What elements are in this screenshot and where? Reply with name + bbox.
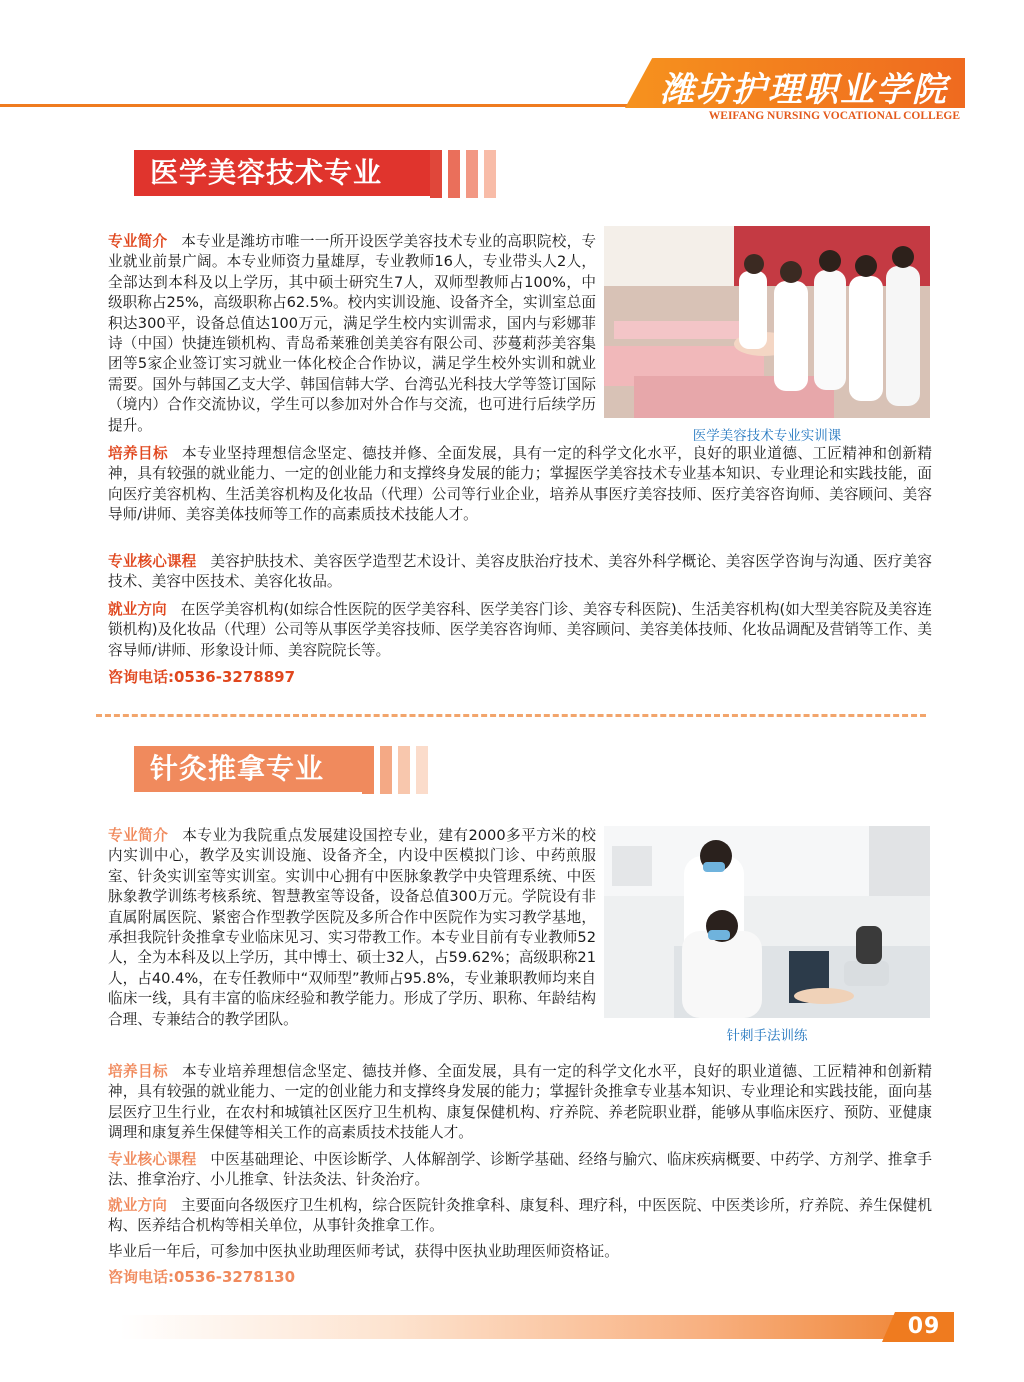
goal-text: 本专业培养理想信念坚定、德技并修、全面发展，具有一定的科学文化水平，良好的职业道德、工匠精神和创新精神，具有较强的就业能力、一定的创业能力和支撑终身发展的能力；掌握针灸推拿专业基本知识、专业理论和实践技能，面向基层医疗卫生行业，在农村和城镇社区医疗卫生机构、康复保健机构、疗养院、养老院职业群，能够从事临床医疗、预防、亚健康调理和康复养生保健等相关工作的高素质技术技能人才。 [108,1063,932,1142]
extra-paragraph: 毕业后一年后，可参加中医执业助理医师考试，获得中医执业助理医师资格证。 [108,1243,619,1260]
page-number: 09 [907,1314,941,1339]
college-name-en: WEIFANG NURSING VOCATIONAL COLLEGE [708,110,960,122]
job-label: 就业方向 [108,601,167,618]
course-text: 中医基础理论、中医诊断学、人体解剖学、诊断学基础、经络与腧穴、临床疾病概要、中药学、方剂学、推拿手法、推拿治疗、小儿推拿、针法灸法、针灸治疗。 [108,1151,932,1189]
heading-bar [466,150,478,198]
heading-bar [430,150,442,198]
course-paragraph [108,552,932,593]
goal-label: 培养目标 [108,1063,169,1080]
photo-acupuncture-training [604,826,930,1018]
goal-text: 本专业坚持理想信念坚定、德技并修、全面发展，具有一定的科学文化水平，良好的职业道德、工匠精神和创新精神，具有较强的就业能力、一定的创业能力和支撑终身发展的能力；掌握医学美容技术专业基本知识、专业理论和实践技能，面向医疗美容机构、生活美容机构及化妆品（代理）公司等行业企业，培养从事医疗美容技师、医疗美容咨询师、美容顾问、美容导师/讲师、美容美体技师等工作的高素质技术技能人才。 [108,445,932,524]
photo-beauty-training-image [604,226,930,418]
section-title-acupuncture: 针灸推拿专业 [134,746,368,792]
footer-band [120,1315,900,1339]
intro-paragraph [108,232,596,436]
job-text: 在医学美容机构(如综合性医院的医学美容科、医学美容门诊、美容专科医院)、生活美容机构(如大型美容院及美容连锁机构)及化妆品（代理）公司等从事医学美容技师、医学美容咨询师、美容顾问、美容美体技师、化妆品调配及营销等工作、美容导师/讲师、形象设计师、美容院院长等。 [108,601,932,659]
goal-paragraph [108,1062,932,1144]
job-text: 主要面向各级医疗卫生机构，综合医院针灸推拿科、康复科、理疗科，中医医院、中医类诊所，疗养院、养生保健机构、医养结合机构等相关单位，从事针灸推拿工作。 [108,1197,932,1235]
heading-bar [380,746,392,794]
course-text: 美容护肤技术、美容医学造型艺术设计、美容皮肤治疗技术、美容外科学概论、美容医学咨询与沟通、医疗美容技术、美容中医技术、美容化妆品。 [108,553,932,591]
heading-bar [398,746,410,794]
section-title-medical-beauty: 医学美容技术专业 [134,150,430,196]
photo-beauty-training [604,226,930,418]
intro-text: 本专业是潍坊市唯一一所开设医学美容技术专业的高职院校，专业就业前景广阔。本专业师资力量雄厚，专业教师16人，专业带头人2人，全部达到本科及以上学历，其中硕士研究生7人，双师型教师占100%，中级职称占25%，高级职称占62.5%。校内实训设施、设备齐全，实训室总面积达300平，设备总值达100万元，满足学生校内实训需求，国内与彩娜菲诗（中国）快捷连锁机构、青岛希莱雅创美美容有限公司、莎蔓莉莎美容集团等5家企业签订实习就业一体化校企合作协议，满足学生校外实训和就业需要。国外与韩国乙支大学、韩国信韩大学、台湾弘光科技大学等签订国际（境内）合作交流协议，学生可以参加对外合作与交流，也可进行后续学历提升。 [108,233,596,434]
contact-phone: 咨询电话:0536-3278130 [108,1268,296,1286]
job-paragraph [108,600,932,661]
course-label: 专业核心课程 [108,553,197,570]
job-paragraph [108,1196,932,1237]
contact-phone: 咨询电话:0536-3278897 [108,668,296,686]
course-paragraph [108,1150,932,1191]
heading-bar [416,746,428,794]
photo-caption: 医学美容技术专业实训课 [692,428,842,444]
photo-caption: 针刺手法训练 [726,1028,808,1044]
job-label: 就业方向 [108,1197,167,1214]
photo-acupuncture-training-image [604,826,930,1018]
section-divider [96,714,926,717]
heading-bar [484,150,496,198]
heading-bar [362,746,374,794]
goal-paragraph [108,444,932,526]
intro-label: 专业简介 [108,827,169,844]
intro-paragraph [108,826,596,1030]
header-rule [0,104,640,107]
intro-text: 本专业为我院重点发展建设国控专业，建有2000多平方米的校内实训中心，教学及实训设施、设备齐全，内设中医模拟门诊、中药煎服室、针灸实训室等实训室。实训中心拥有中医脉象教学中央管理系统、中医脉象教学训练考核系统、智慧教室等设备，设备总值300万元。学院设有非直属附属医院、紧密合作型教学医院及多所合作中医院作为实习教学基地，承担我院针灸推拿专业临床见习、实习带教工作。本专业目前有专业教师52人，全为本科及以上学历，其中博士、硕士32人，占59.62%；高级职称21人，占40.4%，在专任教师中“双师型”教师占95.8%，专业兼职教师均来自临床一线，具有丰富的临床经验和教学能力。形成了学历、职称、年龄结构合理、专兼结合的教学团队。 [108,827,596,1028]
course-label: 专业核心课程 [108,1151,197,1168]
college-name: 潍坊护理职业学院 [660,70,948,110]
heading-bar [448,150,460,198]
intro-label: 专业简介 [108,233,168,250]
goal-label: 培养目标 [108,445,169,462]
